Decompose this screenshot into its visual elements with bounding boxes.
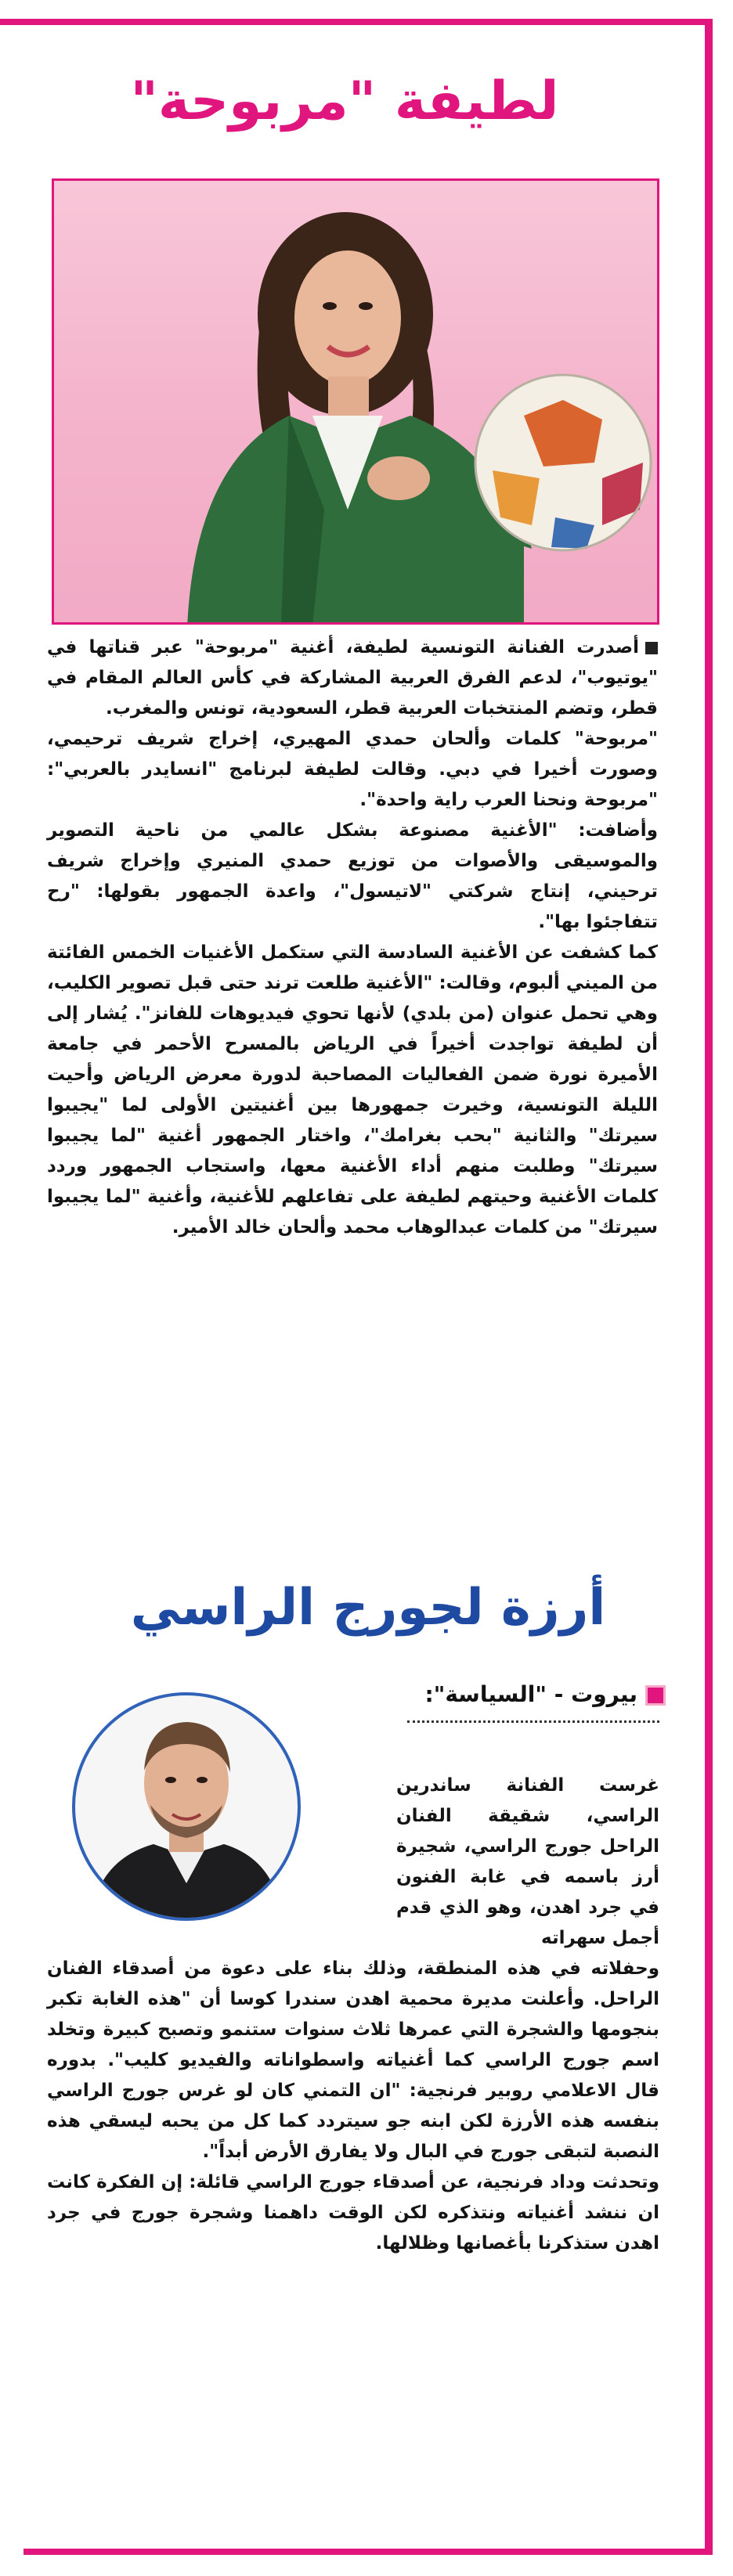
byline-square-icon: [645, 1685, 666, 1706]
article2-narrow-column: غرست الفنانة ساندرين الراسي، شقيقة الفنان الراحل جورج الراسي، شجيرة أرز باسمه في غابة الفنون في جرد اهدن، وهو الذي قدم أجمل سهراته: [396, 1775, 659, 1948]
byline-dotted-rule: [407, 1720, 659, 1723]
article2-headline: أرزة لجورج الراسي: [130, 1579, 606, 1637]
george-rasi-portrait: [72, 1692, 301, 1921]
article1-headline: لطيفة "مربوحة": [130, 70, 559, 132]
article1-body: [47, 632, 658, 1243]
article1-paragraph: وأضافت: "الأغنية مصنوعة بشكل عالمي من ناحية التصوير والموسيقى والأصوات من توزيع حمدي المنيري وإخراج شريف ترحيني، إنتاج شركتي "لاتيسول"، واعدة الجمهور بقولها: "رح تتفاجئوا بها".: [47, 820, 658, 932]
singer-illustration: [54, 181, 659, 625]
article2-byline: بيروت - "السياسة":: [407, 1675, 666, 1714]
article2-paragraph: وتحدثت وداد فرنجية، عن أصدقاء جورج الراسي قائلة: إن الفكرة كانت ان ننشد أغنياته ونتذكره لكن الوقت داهمنا وشجرة جورج في جرد اهدن ستذكرنا بأغصانها وظلالها.: [47, 2172, 659, 2254]
bullet-square-icon: [645, 642, 658, 654]
frame-right-border: [705, 19, 713, 2555]
article1-paragraph: كما كشفت عن الأغنية السادسة التي ستكمل الأغنيات الخمس الفائتة من الميني ألبوم، وقالت: "الأغنية طلعت ترند حتى قبل تصوير الكليب، وهي تحمل عنوان (من بلدي) لأنها تحوي فيديوهات للفانز". يُشار إلى أن لطيفة تواجدت أخيراً في الرياض بالمسرح الأحمر في جامعة الأميرة نورة ضمن الفعاليات المصاحبة لدورة معرض الرياض وأحيت الليلة التونسية، وخيرت جمهورها بين أغنيتين الأولى لما "يجيبوا سيرتك" والثانية "بحب بغرامك"، واختار الجمهور أغنية "لما يجيبوا سيرتك" وطلبت منهم أداء الأغنية معها، واستجاب الجمهور وردد كلمات الأغنية وحيتهم لطيفة على تفاعلهم للأغنية، وأغنية "لما يجيبوا سيرتك" من كلمات عبدالوهاب محمد وألحان خالد الأمير.: [47, 942, 658, 1238]
article1-paragraph: "مربوحة" كلمات وألحان حمدي المهيري، إخراج شريف ترحيمي، وصورت أخيرا في دبي. وقالت لطيفة لبرنامج "انسايدر بالعربي": "مربوحة ونحنا العرب راية واحدة".: [47, 729, 658, 810]
frame-bottom-border: [23, 2549, 713, 2555]
frame-top-border: [0, 19, 711, 25]
article1-paragraph: أصدرت الفنانة التونسية لطيفة، أغنية "مربوحة" عبر قناتها في "يوتيوب"، لدعم الفرق العربية المشاركة في كأس العالم المقام في قطر، وتضم المنتخبات العربية قطر، السعودية، تونس والمغرب.: [47, 637, 658, 719]
article2-paragraph: وحفلاته في هذه المنطقة، وذلك بناء على دعوة من أصدقاء الفنان الراحل. وأعلنت مديرة محمية اهدن سندرا كوسا أن "هذه الغابة تكبر بنجومها والشجرة التي عمرها ثلاث سنوات ستنمو وتصبح كبيرة وتخلد اسم جورج الراسي كما أغنياته واسطواناته والفيديو كليب". بدوره قال الاعلامي روبير فرنجية: "ان التمني كان لو غرس جورج الراسي بنفسه هذه الأرزة لكن ابنه جو سيتردد كما كل من يحبه ليسقي هذه النصبة لتبقى جورج في البال ولا يفارق الأرض أبداً".: [47, 1958, 659, 2162]
portrait-illustration: [75, 1695, 298, 1918]
article2-body: [47, 1954, 659, 2259]
singer-photo: [52, 178, 659, 625]
